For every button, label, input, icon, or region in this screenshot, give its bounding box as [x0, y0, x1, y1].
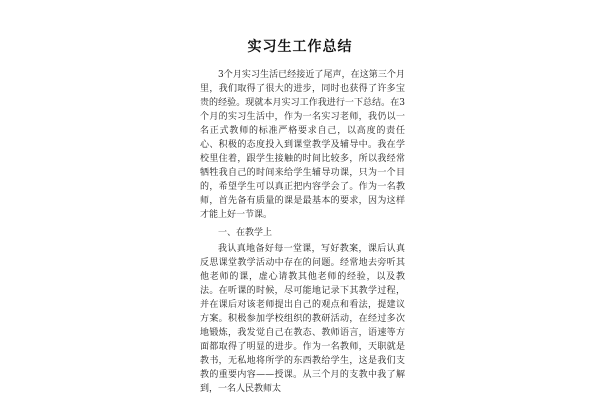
section-heading-teaching: 一、在教学上: [218, 228, 273, 238]
document-body: [200, 68, 405, 396]
document-title: 实习生工作总结: [247, 39, 353, 55]
paragraph-teaching: 我认真地备好每一堂课，写好教案，课后认真反思课堂教学活动中存在的问题。经常地去旁听其他老师的课，虚心请教其他老师的经验，以及教法。在听课的时候，尽可能地记录下其教学过程，并在课后对该老师提出自己的观点和看法，提建议方案。积极参加学校组织的教研活动，在经过多次地锻炼，我发觉自己在教态、教师语言，语速等方面都取得了明显的进步。作为一名教师，天职就是教书，无私地将所学的东西教给学生，这是我们支教的重要内容——授课。从三个月的支教中我了解到，一名人民教师太: [200, 244, 405, 394]
paragraph-intro: 3个月实习生活已经接近了尾声，在这第三个月里，我们取得了很大的进步，同时也获得了许多宝贵的经验。现就本月实习工作我进行一下总结。在3个月的实习生活中，作为一名实习老师，我仍以一名正式教师的标准严格要求自己，以高度的责任心、积极的态度投入到课堂教学及辅导中。我在学校里住着，跟学生接触的时间比较多，所以我经常牺牲我自己的时间来给学生辅导功课，只为一个目的，希望学生可以真正把内容学会了。作为一名教师，首先备有质量的课是最基本的要求，因为这样才能上好一节课。: [200, 70, 405, 220]
